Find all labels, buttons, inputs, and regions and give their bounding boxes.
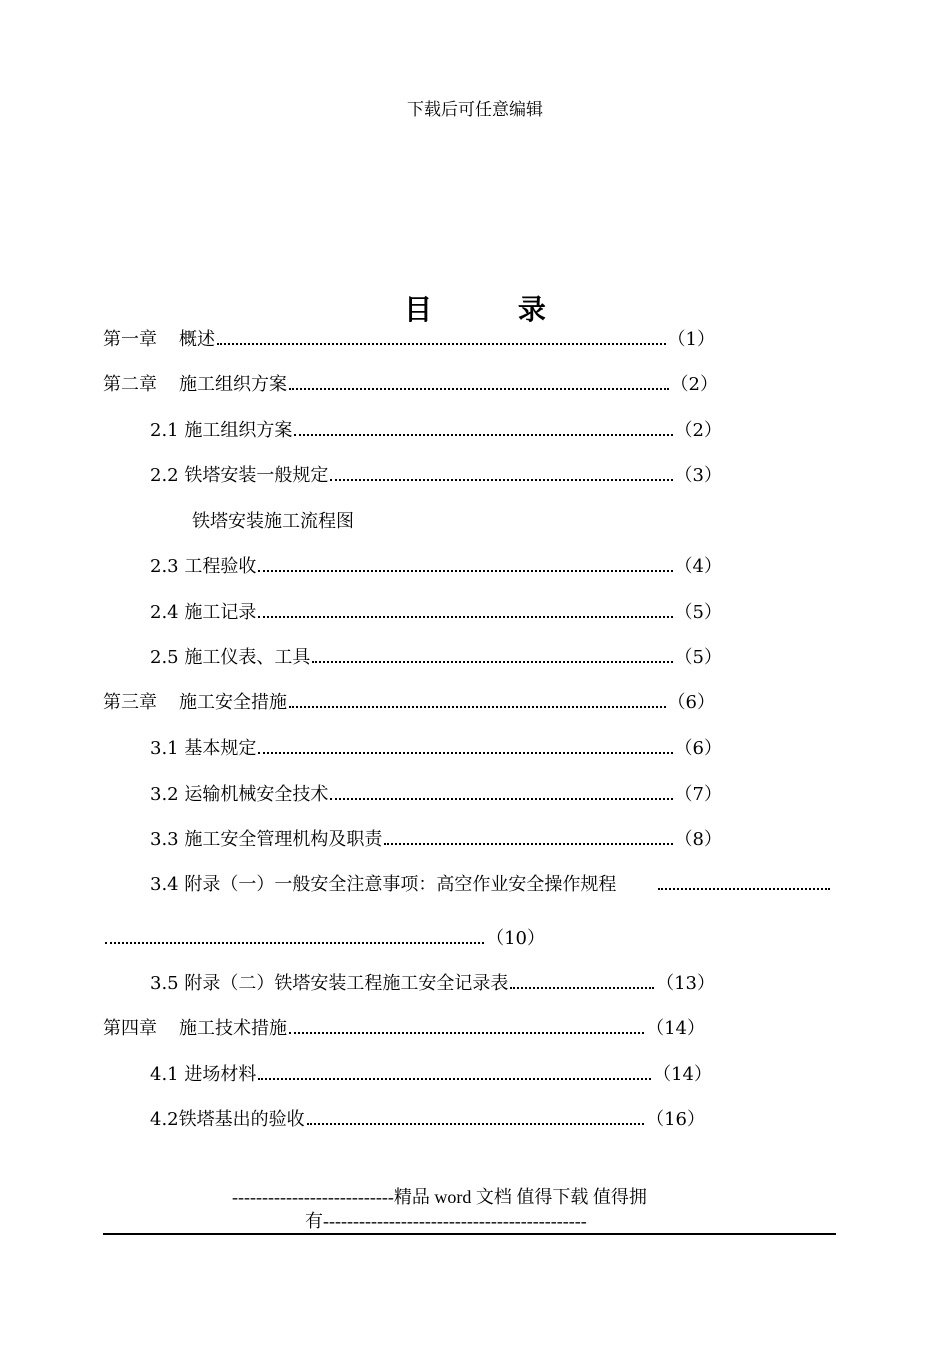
toc-entry-number: 3.1 bbox=[150, 738, 179, 759]
toc-leader-dots bbox=[384, 843, 672, 845]
toc-entry-4-2[interactable] bbox=[150, 1107, 705, 1133]
toc-entry-page: （4） bbox=[674, 556, 722, 577]
toc-entry-4-1[interactable] bbox=[150, 1062, 712, 1088]
toc-leader-dots bbox=[105, 942, 484, 944]
toc-entry-title: 施工组织方案 bbox=[179, 374, 287, 395]
toc-leader-dots bbox=[312, 661, 672, 663]
toc-entry-number: 第四章 bbox=[103, 1018, 157, 1039]
toc-entry-2-1[interactable] bbox=[150, 418, 722, 444]
toc-entry-page: （6） bbox=[667, 692, 715, 713]
toc-title: 目 录 bbox=[404, 293, 584, 326]
toc-leader-dots bbox=[510, 987, 654, 989]
toc-entry-number: 第三章 bbox=[103, 692, 157, 713]
toc-leader-dots bbox=[330, 479, 672, 481]
toc-entry-title: 附录（二）铁塔安装工程施工安全记录表 bbox=[184, 973, 509, 994]
toc-entry-number: 第一章 bbox=[103, 329, 157, 350]
header-note: 下载后可任意编辑 bbox=[407, 100, 543, 120]
toc-entry-number: 2.3 bbox=[150, 556, 179, 577]
toc-leader-dots bbox=[289, 1032, 644, 1034]
toc-leader-dots bbox=[307, 1123, 644, 1125]
toc-entry-number: 3.5 bbox=[150, 973, 179, 994]
toc-leader-dots bbox=[330, 798, 672, 800]
toc-entry-title: 施工组织方案 bbox=[184, 420, 293, 441]
toc-leader-dots bbox=[289, 388, 669, 390]
toc-entry-title: 施工技术措施 bbox=[179, 1018, 287, 1039]
toc-entry-2-5[interactable] bbox=[150, 645, 722, 671]
toc-entry-page: （5） bbox=[674, 602, 722, 623]
toc-entry-page: （8） bbox=[674, 829, 722, 850]
toc-entry-3-5[interactable] bbox=[150, 971, 715, 997]
toc-leader-dots bbox=[658, 888, 830, 890]
toc-entry-title: 进场材料 bbox=[184, 1064, 257, 1085]
toc-entry-page: （2） bbox=[674, 420, 722, 441]
toc-entry-title: 施工安全措施 bbox=[179, 692, 287, 713]
toc-leader-dots bbox=[258, 616, 672, 618]
toc-entry-page: （14） bbox=[646, 1018, 705, 1039]
toc-entry-title: 附录（一）一般安全注意事项：高空作业安全操作规程 bbox=[184, 874, 617, 895]
toc-entry-title: 基本规定 bbox=[184, 738, 257, 759]
toc-entry-page: （6） bbox=[674, 738, 722, 759]
toc-entry-3-1[interactable] bbox=[150, 736, 722, 762]
toc-entry-3-4[interactable] bbox=[150, 872, 832, 898]
footer-rule bbox=[103, 1233, 836, 1235]
toc-leader-dots bbox=[258, 570, 672, 572]
toc-entry-number: 4.1 bbox=[150, 1064, 179, 1085]
toc-entry-title: 运输机械安全技术 bbox=[184, 784, 329, 805]
toc-entry-title: 施工安全管理机构及职责 bbox=[184, 829, 383, 850]
toc-entry-number: 2.4 bbox=[150, 602, 179, 623]
toc-entry-number: 3.4 bbox=[150, 874, 179, 895]
toc-leader-dots bbox=[289, 706, 666, 708]
toc-leader-dots bbox=[258, 1078, 651, 1080]
footer-watermark-line-1: ---------------------------精品 word 文档 值得下载 值得拥 bbox=[232, 1187, 647, 1207]
toc-entry-page: （1） bbox=[667, 329, 715, 350]
toc-entry-page: （7） bbox=[674, 784, 722, 805]
toc-entry-page: （14） bbox=[653, 1064, 712, 1085]
toc-entry-title: 工程验收 bbox=[184, 556, 257, 577]
toc-entry-chapter-1[interactable] bbox=[103, 327, 715, 353]
toc-entry-number: 3.2 bbox=[150, 784, 179, 805]
toc-entry-page: （10） bbox=[486, 928, 545, 949]
toc-entry-chapter-2[interactable] bbox=[103, 372, 718, 398]
toc-leader-dots bbox=[217, 343, 666, 345]
toc-entry-page: （2） bbox=[670, 374, 718, 395]
toc-entry-title: 铁塔安装施工流程图 bbox=[192, 511, 354, 532]
toc-entry-number: 2.1 bbox=[150, 420, 179, 441]
toc-entry-title: 施工仪表、工具 bbox=[184, 647, 311, 668]
toc-entry-page: （16） bbox=[646, 1109, 705, 1130]
toc-entry-flowchart[interactable] bbox=[192, 509, 354, 535]
toc-entry-number: 3.3 bbox=[150, 829, 179, 850]
toc-entry-page: （5） bbox=[674, 647, 722, 668]
toc-entry-title: 施工记录 bbox=[184, 602, 257, 623]
toc-entry-title: 铁塔基出的验收 bbox=[178, 1109, 305, 1130]
toc-entry-chapter-3[interactable] bbox=[103, 690, 715, 716]
toc-entry-2-2[interactable] bbox=[150, 463, 722, 489]
toc-leader-dots bbox=[294, 434, 672, 436]
footer-watermark-line-2: 有-------------------------------------------- bbox=[305, 1211, 587, 1231]
toc-entry-number: 4.2 bbox=[150, 1109, 179, 1130]
toc-entry-title: 概述 bbox=[179, 329, 215, 350]
toc-entry-3-3[interactable] bbox=[150, 827, 722, 853]
toc-leader-dots bbox=[258, 752, 672, 754]
toc-entry-3-2[interactable] bbox=[150, 782, 722, 808]
toc-entry-2-3[interactable] bbox=[150, 554, 722, 580]
toc-entry-number: 2.5 bbox=[150, 647, 179, 668]
toc-entry-chapter-4[interactable] bbox=[103, 1016, 705, 1042]
toc-entry-2-4[interactable] bbox=[150, 600, 722, 626]
toc-entry-3-4-continued[interactable] bbox=[103, 926, 545, 952]
toc-entry-page: （13） bbox=[656, 973, 715, 994]
toc-entry-number: 2.2 bbox=[150, 465, 179, 486]
toc-entry-title: 铁塔安装一般规定 bbox=[184, 465, 329, 486]
toc-entry-page: （3） bbox=[674, 465, 722, 486]
toc-entry-number: 第二章 bbox=[103, 374, 157, 395]
